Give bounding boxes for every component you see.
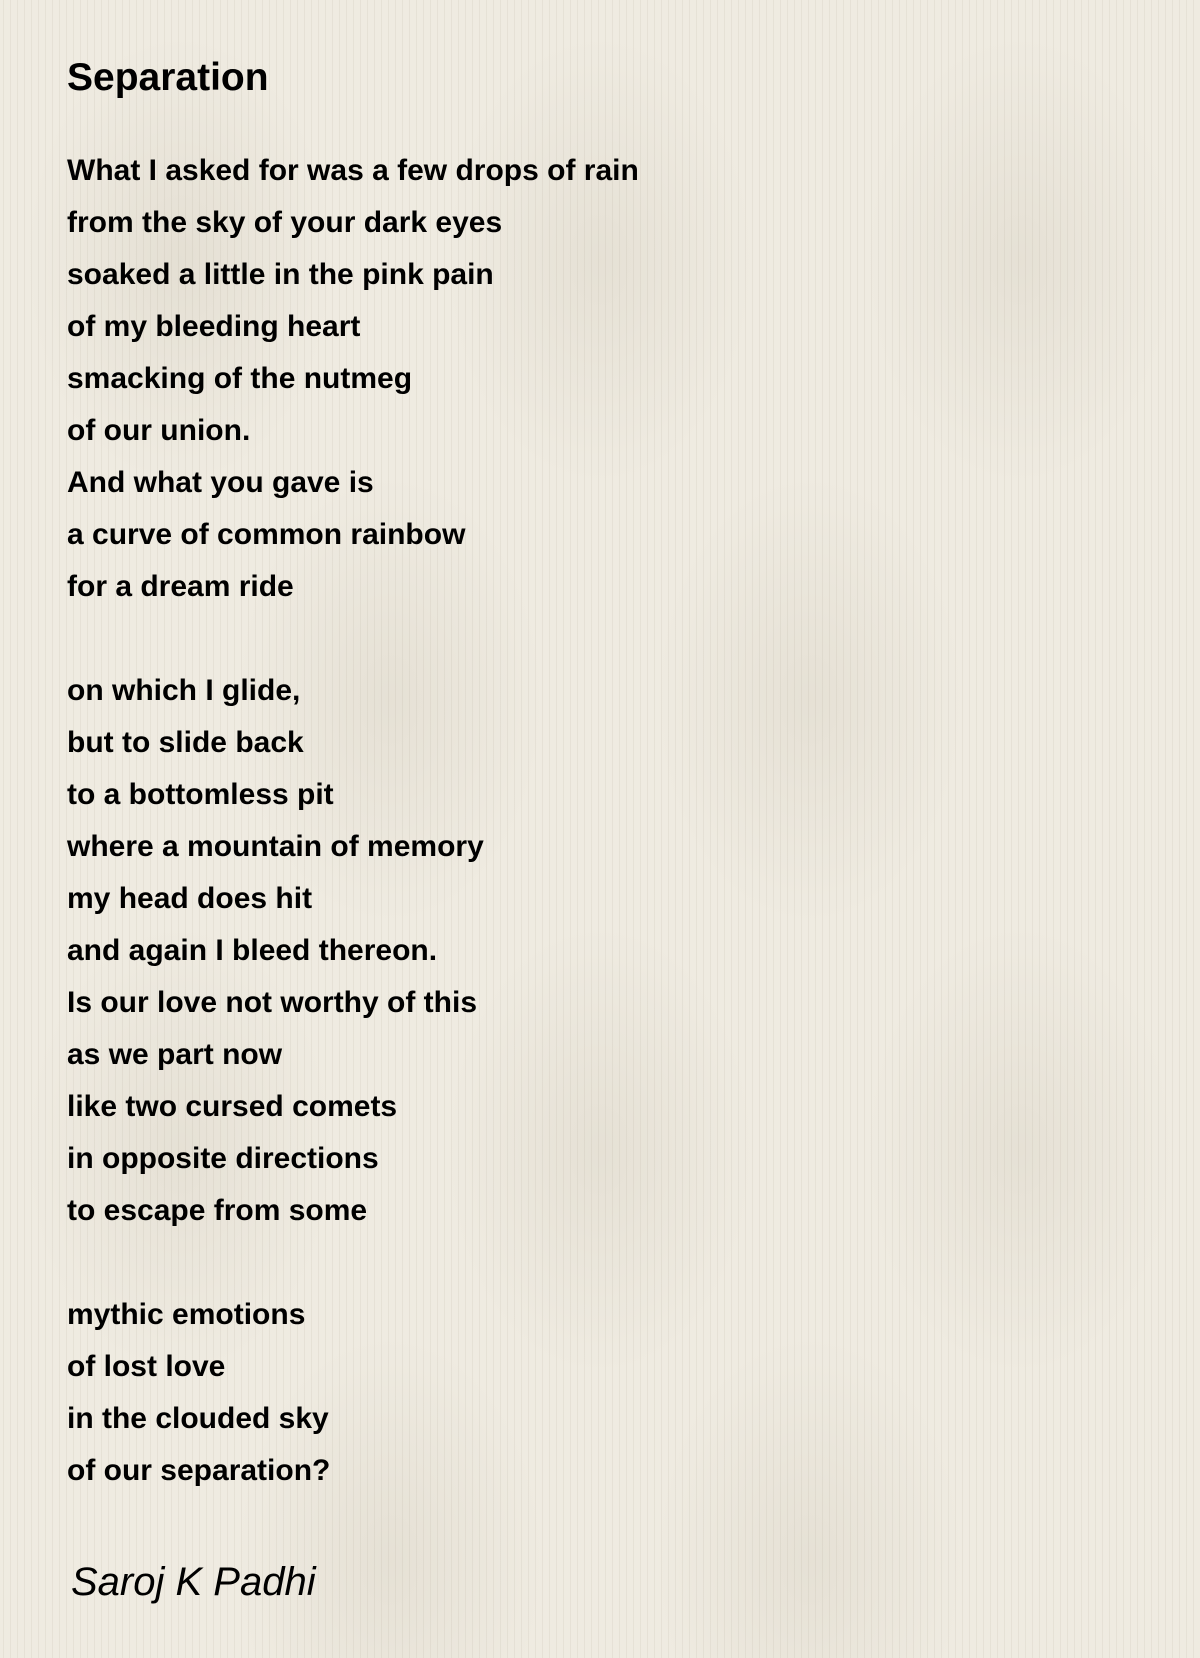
stanza-break: [67, 613, 639, 665]
poem-line: a curve of common rainbow: [67, 518, 466, 551]
poem-line: for a dream ride: [67, 570, 294, 603]
poem-line: as we part now: [67, 1038, 283, 1071]
poem-container: [67, 48, 1127, 1487]
poem-line: of our separation?: [67, 1454, 331, 1487]
poem-line: in the clouded sky: [67, 1402, 329, 1435]
poem-line: on which I glide,: [67, 674, 301, 707]
poem-line: soaked a little in the pink pain: [67, 258, 494, 291]
poem-author: Saroj K Padhi: [71, 1560, 316, 1604]
poem-line: of my bleeding heart: [67, 310, 361, 343]
poem-line: What I asked for was a few drops of rain: [67, 154, 639, 187]
poem-line: to escape from some: [67, 1194, 368, 1227]
poem-line: where a mountain of memory: [67, 830, 484, 863]
poem-line: smacking of the nutmeg: [67, 362, 413, 395]
poem-line: to a bottomless pit: [67, 778, 334, 811]
poem-line: And what you gave is: [67, 466, 374, 499]
poem-line: of our union.: [67, 414, 251, 447]
poem-line: of lost love: [67, 1350, 226, 1383]
poem-line: mythic emotions: [67, 1298, 306, 1331]
poem-line: Is our love not worthy of this: [67, 986, 478, 1019]
stanza-break: [67, 1237, 639, 1289]
poem-body: [67, 145, 639, 1497]
poem-line: but to slide back: [67, 726, 304, 759]
poem-line: from the sky of your dark eyes: [67, 206, 503, 239]
poem-title: Separation: [67, 56, 269, 99]
poem-line: like two cursed comets: [67, 1090, 398, 1123]
poem-line: and again I bleed thereon.: [67, 934, 438, 967]
poem-line: my head does hit: [67, 882, 313, 915]
poem-line: in opposite directions: [67, 1142, 379, 1175]
